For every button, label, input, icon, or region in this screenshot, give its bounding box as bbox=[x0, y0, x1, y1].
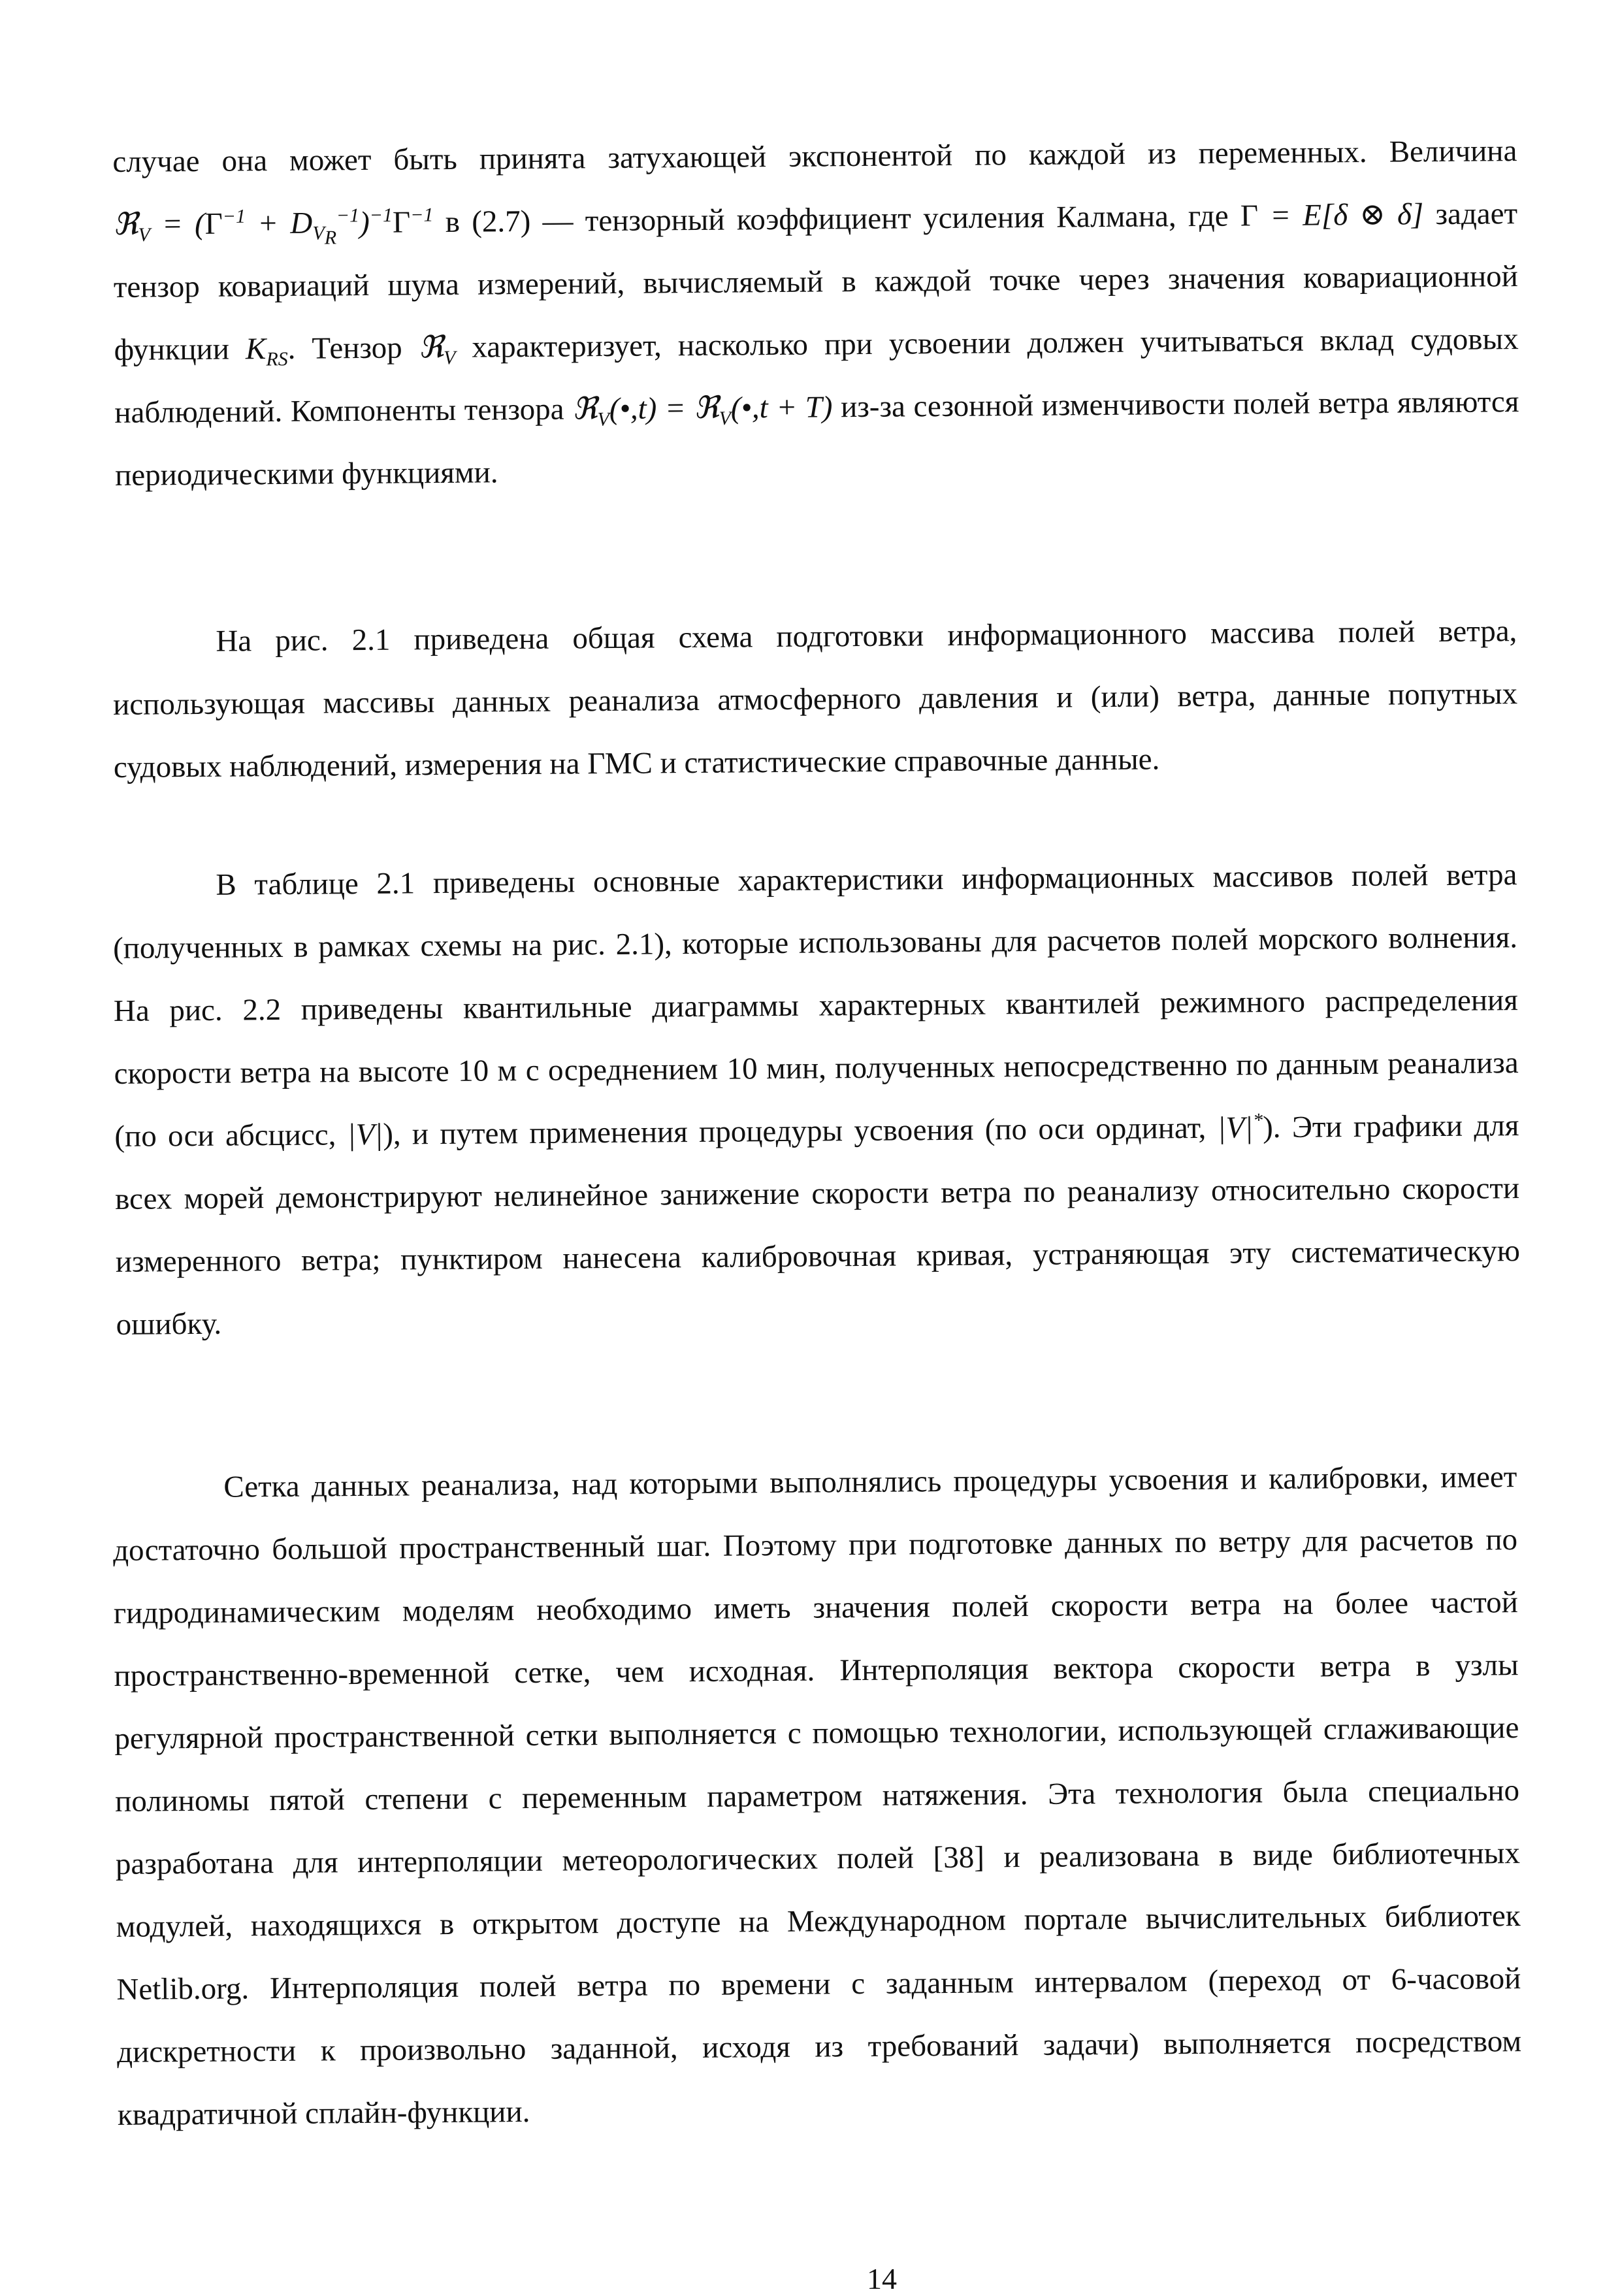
table-text-c: ). Эти графики для всех морей демонстрируют нелинейное занижение скорости ветра по реанализу относительно скорости измеренного ветра; пунктиром нанесена калибровочная кривая, устраняющая эту систематическую ошибку. bbox=[114, 1108, 1521, 1342]
intro-text-tensor: . Тензор bbox=[287, 331, 402, 366]
symbol-krs: $K_{RS}$ bbox=[245, 332, 288, 370]
paragraph-table bbox=[112, 843, 1521, 1356]
intro-text-gamma: задает тензор ковариаций шума измерений, вычисляемый в каждой точке через значения ковариационной функции bbox=[113, 197, 1519, 367]
paragraph-grid-text: Сетка данных реанализа, над которыми выполнялись процедуры усвоения и калибровки, имеет достаточно большой пространственный шаг. Поэтому при подготовке данных по ветру для расчетов по гидродинамическим моделям необходимо иметь значения полей скорости ветра на более частой пространственно-временной сетке, чем исходная. Интерполяция вектора скорости ветра в узлы регулярной пространственной сетки выполняется с помощью технологии, использующей сглаживающие полиномы пятой степени с переменным параметром натяжения. Эта технология была специально разработана для интерполяции метеорологических полей [38] и реализована в виде библиотечных модулей, находящихся в открытом доступе на Международном портале вычислительных библиотек Netlib.org. Интерполяция полей ветра по времени с заданным интервалом (переход от 6-часовой дискретности к произвольно заданной, исходя из требований задачи) выполняется посредством квадратичной сплайн-функции. bbox=[112, 1460, 1522, 2132]
intro-text-periodic: из-за сезонной изменчивости полей ветра являются периодическими функциями. bbox=[114, 385, 1519, 493]
intro-label-value: Величина bbox=[1389, 134, 1517, 169]
formula-periodic: ℜ$_V$(•,t) = ℜ$_V$(•,t + T) bbox=[572, 390, 833, 430]
intro-text-characterizes: характеризует, насколько при усвоении должен учитываться вклад судовых наблюдений. Компоненты тензора bbox=[114, 322, 1519, 430]
page-number: 14 bbox=[867, 2262, 897, 2295]
table-text-a: В таблице 2.1 приведены основные характеристики информационных массивов полей ветра (полученных в рамках схемы на рис. 2.1), которые использованы для расчетов полей морского волнения. На рис. 2.2 приведены квантильные диаграммы характерных квантилей режимного распределения скорости ветра на высоте 10 м с осреднением 10 мин, полученных непосредственно по данным реанализа (по оси абсцисс, bbox=[112, 858, 1519, 1154]
paragraph-intro bbox=[112, 120, 1519, 507]
symbol-v-abs: |V| bbox=[347, 1117, 383, 1152]
formula-gamma: Γ = E[δ ⊗ δ] bbox=[1240, 197, 1436, 233]
table-text-b: ), и путем применения процедуры усвоения (по оси ординат, bbox=[383, 1110, 1207, 1152]
paragraph-grid bbox=[112, 1446, 1522, 2146]
symbol-v-star: |V|* bbox=[1217, 1109, 1263, 1145]
formula-kalman-gain: ℜ$_V$ = $(\Gamma^{-1} + D_{V_R}^{-1})^{-1}\Gamma^{-1}$ bbox=[112, 204, 434, 249]
paragraph-scheme bbox=[112, 600, 1518, 799]
paragraph-scheme-text: На рис. 2.1 приведена общая схема подготовки информационного массива полей ветра, использующая массивы данных реанализа атмосферного давления и (или) ветра, данные попутных судовых наблюдений, измерения на ГМС и статистические справочные данные. bbox=[112, 614, 1518, 784]
symbol-rv: ℜ$_V$ bbox=[418, 331, 456, 369]
intro-text-gain: в (2.7) — тензорный коэффициент усиления Калмана, где bbox=[445, 199, 1229, 239]
intro-line-1: случае она может быть принята затухающей экспонентой по каждой из переменных. bbox=[112, 135, 1367, 179]
